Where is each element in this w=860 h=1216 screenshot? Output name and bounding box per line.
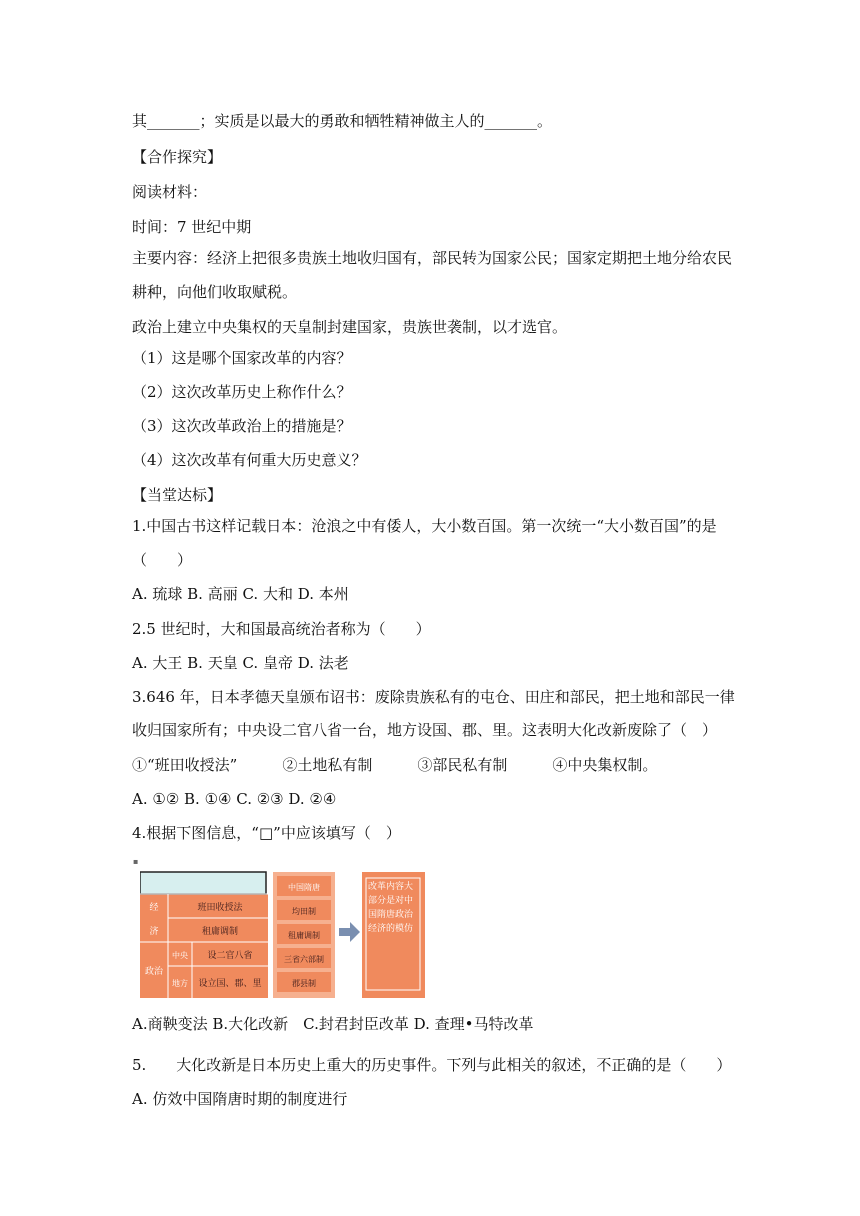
section-heading: 【合作探究】 <box>132 148 223 166</box>
fig-cat-label: 经 <box>149 903 159 913</box>
options-line: A. 大王 B. 天皇 C. 皇帝 D. 法老 <box>132 654 349 672</box>
question-line: 4.根据下图信息，“□”中应该填写（ ） <box>132 824 401 842</box>
fig-middle-title: 中国隋唐 <box>288 883 320 892</box>
text-line: （ ） <box>132 551 193 569</box>
question-line: （2）这次改革历史上称作什么？ <box>132 383 352 401</box>
figure-anchor-mark: ▪ <box>133 857 139 866</box>
fig-item-label: 设立国、郡、里 <box>198 979 262 989</box>
text-line: 其_______；实质是以最大的勇敢和牺牲精神做主人的_______。 <box>132 112 553 130</box>
fig-cat-label: 济 <box>149 927 159 937</box>
text-line: 时间：7 世纪中期 <box>132 218 252 236</box>
question-line: 1.中国古书这样记载日本：沧浪之中有倭人，大小数百国。第一次统一“大小数百国”的是 <box>132 517 717 535</box>
question-line: 5. 大化改新是日本历史上重大的历史事件。下列与此相关的叙述，不正确的是（ ） <box>132 1056 732 1074</box>
question-line: （3）这次改革政治上的措施是？ <box>132 417 352 435</box>
options-line: A.商鞅变法 B.大化改新 C.封君封臣改革 D. 查理•马特改革 <box>132 1015 534 1033</box>
question-line: （1）这是哪个国家改革的内容？ <box>132 349 352 367</box>
text-line: 政治上建立中央集权的天皇制封建国家，贵族世袭制，以才选官。 <box>132 318 568 336</box>
options-line: A. ①② B. ①④ C. ②③ D. ②④ <box>132 790 337 808</box>
text-line: 阅读材料： <box>132 183 208 201</box>
question-line: （4）这次改革有何重大历史意义？ <box>132 451 367 469</box>
fig-middle-item: 租庸调制 <box>288 931 320 940</box>
options-line: A. 仿效中国隋唐时期的制度进行 <box>132 1090 348 1108</box>
fig-cat-label: 政治 <box>144 967 164 977</box>
figure-diagram <box>140 862 425 998</box>
fig-item-label: 租庸调制 <box>201 927 239 937</box>
question-line: 3.646 年，日本孝德天皇颁布诏书：废除贵族私有的屯仓、田庄和部民，把土地和部民一律 <box>132 688 735 706</box>
fig-middle-item: 均田制 <box>292 907 316 916</box>
text-line: 主要内容：经济上把很多贵族土地收归国有，部民转为国家公民；国家定期把土地分给农民 <box>132 249 733 267</box>
arrow-icon <box>339 922 360 942</box>
fig-cat-label: 中央 <box>172 951 188 960</box>
fig-item-label: 班田收授法 <box>197 903 243 913</box>
section-heading: 【当堂达标】 <box>132 486 223 504</box>
fig-item-label: 设二官八省 <box>207 951 253 961</box>
text-line: ①“班田收授法” ②土地私有制 ③部民私有制 ④中央集权制。 <box>132 756 658 774</box>
fig-middle-item: 三省六部制 <box>284 955 324 964</box>
fig-right-text: 改革内容大部分是对中国隋唐政治经济的模仿 <box>368 882 414 934</box>
fig-cat-label: 地方 <box>172 979 188 988</box>
fig-middle-item: 郡县制 <box>292 979 316 988</box>
options-line: A. 琉球 B. 高丽 C. 大和 D. 本州 <box>132 585 349 603</box>
text-line: 收归国家所有；中央设二官八省一台，地方设国、郡、里。这表明大化改新废除了（ ） <box>132 721 718 739</box>
blank-title-box <box>140 872 266 894</box>
question-line: 2.5 世纪时，大和国最高统治者称为（ ） <box>132 620 431 638</box>
text-line: 耕种，向他们收取赋税。 <box>132 283 298 301</box>
